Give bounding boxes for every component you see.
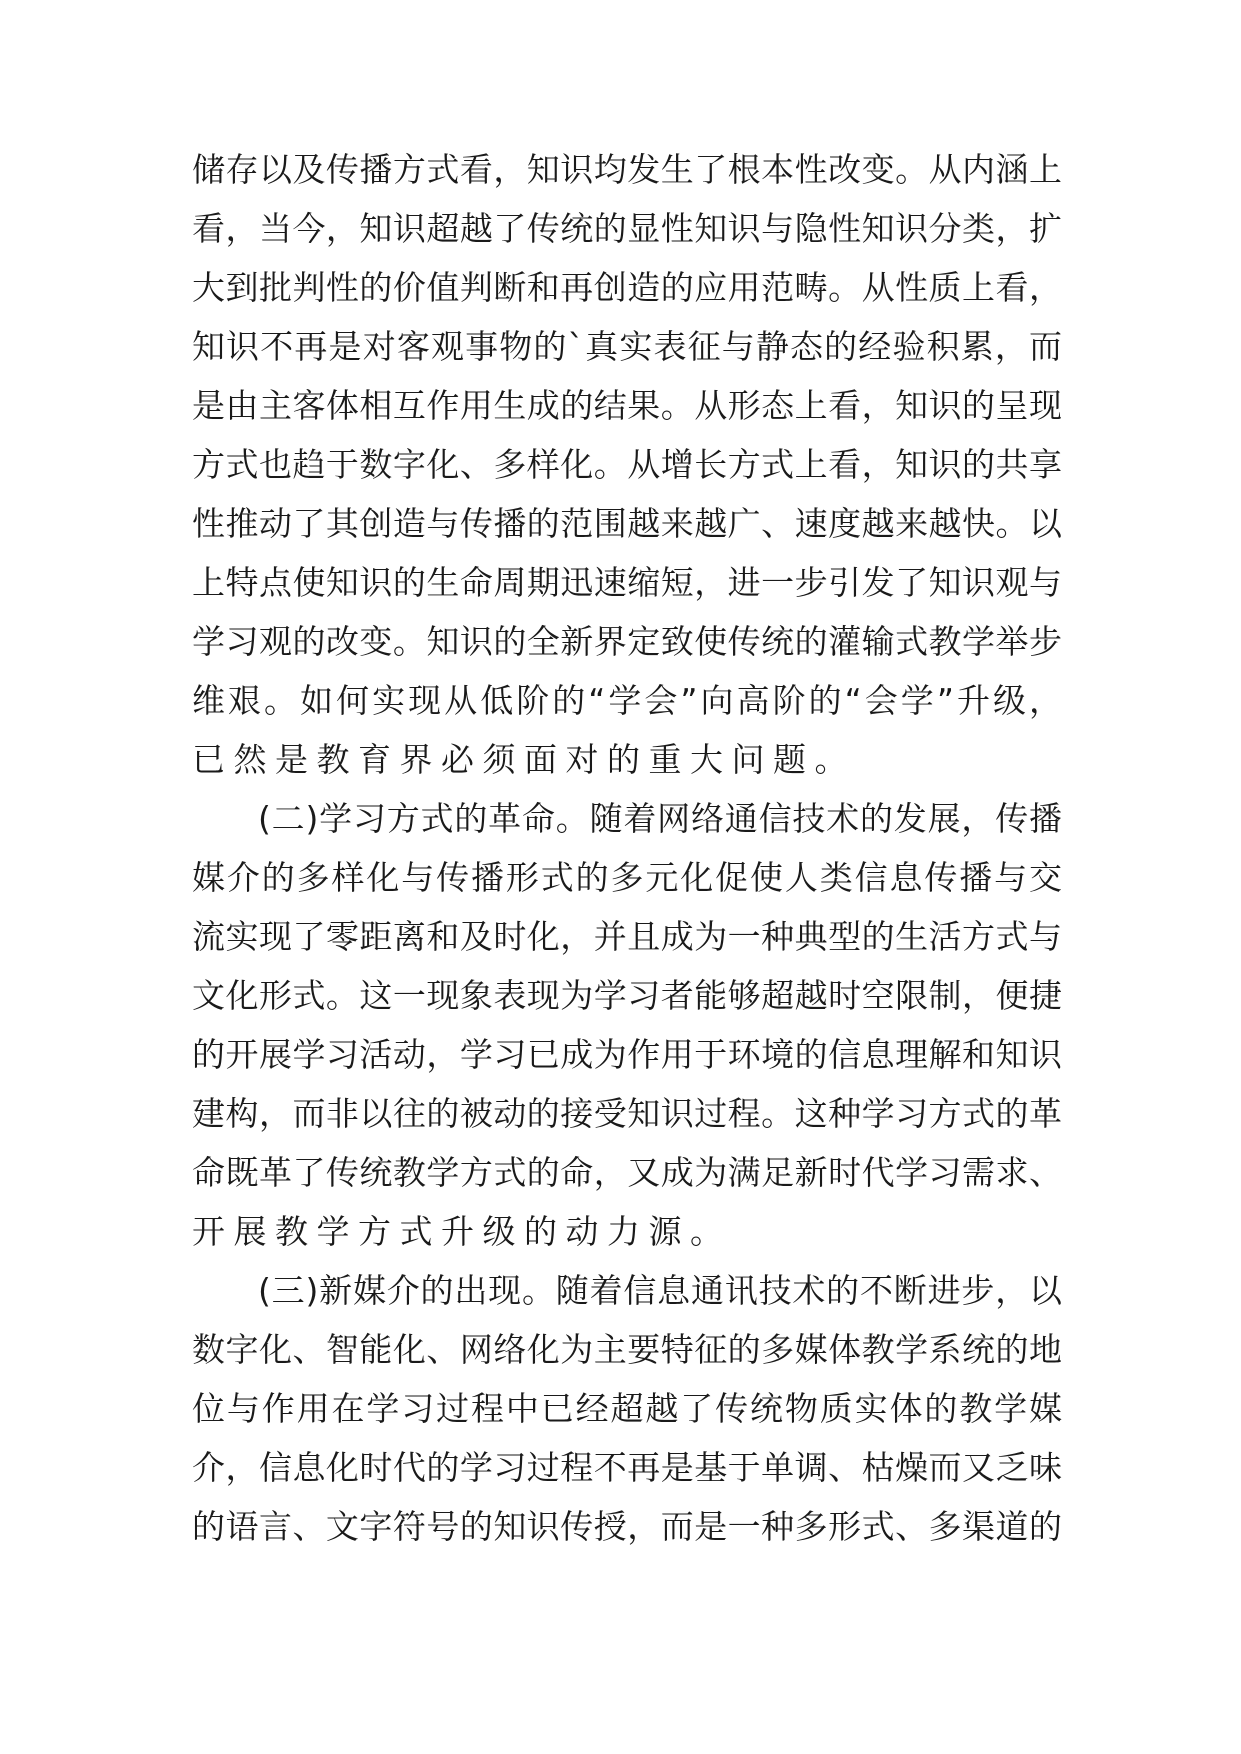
- text-line: 介，信息化时代的学习过程不再是基于单调、枯燥而又乏味: [192, 1448, 1062, 1487]
- text-line: 流实现了零距离和及时化，并且成为一种典型的生活方式与: [192, 917, 1062, 956]
- text-line: 的语言、文字符号的知识传授，而是一种多形式、多渠道的: [192, 1507, 1062, 1546]
- text-line: 位与作用在学习过程中已经超越了传统物质实体的教学媒: [192, 1389, 1062, 1428]
- text-line: 方式也趋于数字化、多样化。从增长方式上看，知识的共享: [192, 445, 1062, 484]
- paragraph-last-line: 开展教学方式升级的动力源。: [192, 1212, 732, 1251]
- text-line: 储存以及传播方式看，知识均发生了根本性改变。从内涵上: [192, 150, 1062, 189]
- text-line: 性推动了其创造与传播的范围越来越广、速度越来越快。以: [192, 504, 1062, 543]
- section-heading-line: (二)学习方式的革命。随着网络通信技术的发展，传播: [258, 799, 1062, 838]
- text-line: 的开展学习活动，学习已成为作用于环境的信息理解和知识: [192, 1035, 1062, 1074]
- text-line: 数字化、智能化、网络化为主要特征的多媒体教学系统的地: [192, 1330, 1062, 1369]
- text-line: 看，当今，知识超越了传统的显性知识与隐性知识分类，扩: [192, 209, 1062, 248]
- text-line: 建构，而非以往的被动的接受知识过程。这种学习方式的革: [192, 1094, 1062, 1133]
- text-line: 文化形式。这一现象表现为学习者能够超越时空限制，便捷: [192, 976, 1062, 1015]
- text-line: 学习观的改变。知识的全新界定致使传统的灌输式教学举步: [192, 622, 1062, 661]
- text-line: 上特点使知识的生命周期迅速缩短，进一步引发了知识观与: [192, 563, 1062, 602]
- text-line: 命既革了传统教学方式的命，又成为满足新时代学习需求、: [192, 1153, 1062, 1192]
- text-line: 是由主客体相互作用生成的结果。从形态上看，知识的呈现: [192, 386, 1062, 425]
- text-line: 媒介的多样化与传播形式的多元化促使人类信息传播与交: [192, 858, 1062, 897]
- text-line: 维艰。如何实现从低阶的“学会”向高阶的“会学”升级，: [192, 681, 1062, 720]
- section-heading-line: (三)新媒介的出现。随着信息通讯技术的不断进步，以: [258, 1271, 1062, 1310]
- text-line: 大到批判性的价值判断和再创造的应用范畴。从性质上看，: [192, 268, 1062, 307]
- text-line: 知识不再是对客观事物的`真实表征与静态的经验积累，而: [192, 327, 1062, 366]
- paragraph-last-line: 已然是教育界必须面对的重大问题。: [192, 740, 856, 779]
